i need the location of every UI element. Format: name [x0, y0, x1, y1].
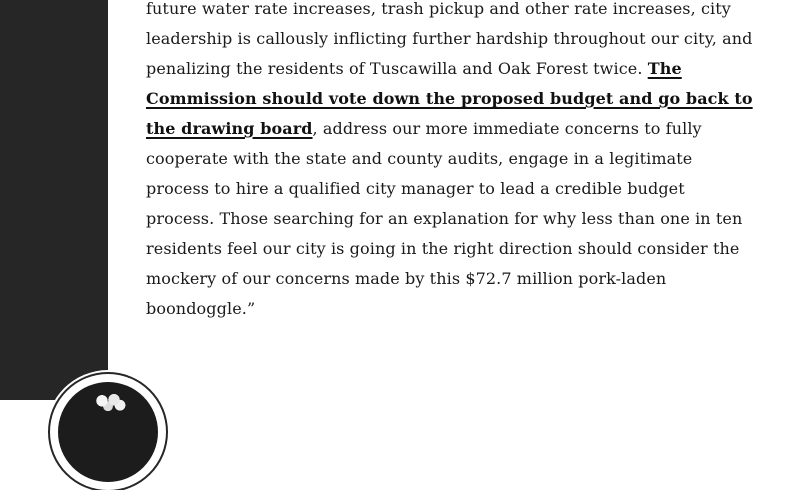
emphasized-call-to-action: The Commission should vote down the proposed budget and go back to the drawing board: [146, 59, 753, 138]
paragraph-text-after: , address our more immediate concerns to fully cooperate with the state and county audits, engage in a legitimate process to hire a qualified city manager to lead a credible budget process. Those searching for an explanation for why less than one in ten residents feel our city is going in the right direction should consider the mockery of our concerns made by this $72.7 million pork-laden boondoggle.”: [146, 119, 743, 318]
paragraph-text-before: future water rate increases, trash pickup and other rate increases, city leadership is callously inflicting further hardship throughout our city, and penalizing the residents of Tuscawilla and Oak Forest twice.: [146, 0, 753, 78]
seal-center: [58, 382, 158, 482]
article-body: [146, 0, 756, 324]
article-paragraph: [146, 0, 756, 324]
left-sidebar-bar: [0, 0, 108, 400]
city-seal-logo: [50, 374, 166, 490]
tree-icon: [90, 392, 130, 414]
